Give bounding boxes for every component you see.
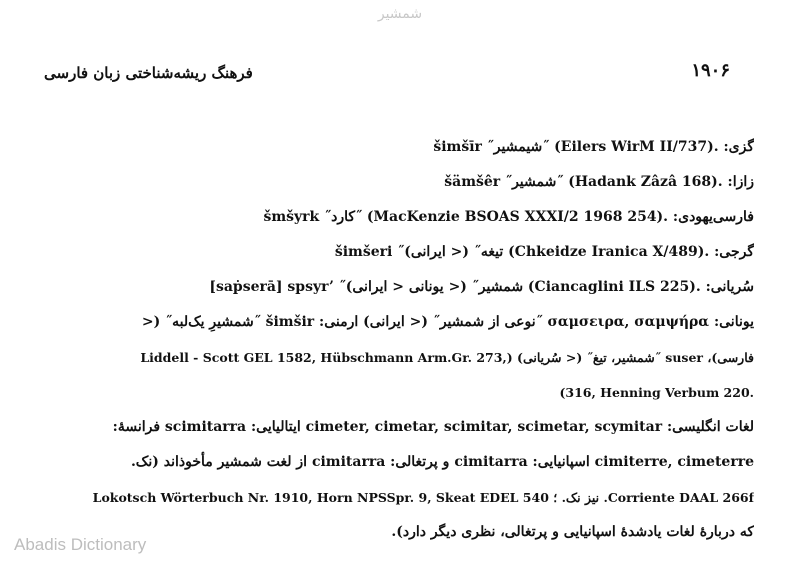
watermark-bottom: Abadis Dictionary [14,535,147,554]
book-title: فرهنگ ریشه‌شناختی زبان فارسی [44,64,253,82]
entry-line: زازا: šämšêr ˝شمشیر˝ (Hadank Zâzâ 168). [444,174,754,190]
entry-line: cimiterre, cimeterre اسپانیایی: cimitarra و پرتغالی: cimitarra از لغت شمشیر مأخوذاند (نک. [130,454,754,470]
entry-line: فارسی‌یهودی: šmšyrk ˝کارد˝ (MacKenzie BSOAS XXXI/2 1968 254). [263,209,754,225]
entry-line: یونانی: σαμσειρα, σαμψήρα ˝نوعی از شمشیر˝ (< ایرانی) ارمنی: šimšir ˝شمشیرِ یک‌لبه˝ (< [141,314,754,330]
entry-line: (316, Henning Verbum 220. [559,385,754,400]
entry-line: سُریانی: [saṗserā] spsyr’ ˝شمشیر˝ (< یونانی < ایرانی) (Ciancaglini ILS 225). [209,279,754,295]
watermark-top: شمشیر [377,6,423,22]
dictionary-entries [42,130,754,550]
entry-line: که دربارهٔ لغات یادشدهٔ اسپانیایی و پرتغالی، نظری دیگر دارد). [391,524,754,540]
entry-line: گزی: šimšīr ˝شیمشیر˝ (Eilers WirM II/737). [433,139,754,155]
entry-line: Corriente DAAL 266f. نیز نک. ؛ Lokotsch Wörterbuch Nr. 1910, Horn NPSSpr. 9, Skeat EDEL 540 [92,490,754,505]
page-number: ۱۹۰۶ [691,60,730,81]
entry-line: گرجی: šimšeri ˝تیغه˝ (< ایرانی) (Chkeidze Iranica X/489). [334,244,754,260]
entry-line: فارسی)، suser ˝شمشیر، تیغ˝ (< سُریانی) Liddell - Scott GEL 1582, Hübschmann Arm.Gr. 273,) [140,350,754,365]
entry-line: لغات انگلیسی: cimeter, cimetar, scimitar, scimetar, scymitar ایتالیایی: scimitarra فرانسهٔ: [112,419,754,435]
